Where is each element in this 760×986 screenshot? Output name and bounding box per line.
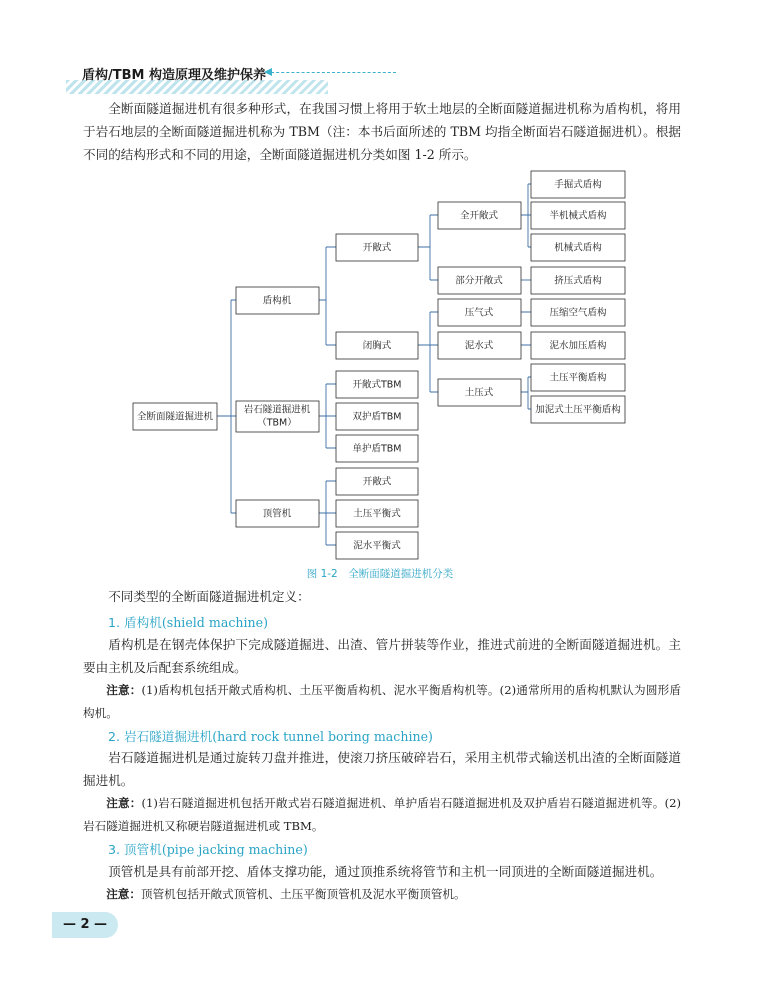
svg-text:手掘式盾构: 手掘式盾构: [554, 179, 602, 191]
note-text: (1)盾构机包括开敞式盾构机、土压平衡盾构机、泥水平衡盾构机等。(2)通常所用的盾构机默认为圆形盾构机。: [83, 683, 681, 720]
svg-text:加泥式土压平衡盾构: 加泥式土压平衡盾构: [535, 404, 621, 416]
node-shield: [236, 287, 319, 314]
svg-text:半机械式盾构: 半机械式盾构: [549, 210, 607, 222]
section-body-shield: 盾构机是在钢壳体保护下完成隧道掘进、出渣、管片拼装等作业，推进式前进的全断面隧道掘进机。主要由主机及后配套系统组成。: [83, 637, 681, 675]
page-number: — 2 —: [52, 912, 118, 938]
node-tbm: [236, 401, 319, 432]
svg-text:部分开敞式: 部分开敞式: [455, 275, 503, 287]
node-pipe-epb: [336, 500, 418, 527]
node-tbm-open: [336, 371, 418, 398]
note-text: 顶管机包括开敞式顶管机、土压平衡顶管机及泥水平衡顶管机。: [140, 887, 466, 901]
note-text: (1)岩石隧道掘进机包括开敞式岩石隧道掘进机、单护盾岩石隧道掘进机及双护盾岩石隧道掘进机等。(2)岩石隧道掘进机又称硬岩隧道掘进机或 TBM。: [83, 796, 681, 833]
svg-text:土压式: 土压式: [464, 387, 494, 399]
section-heading-en: (pipe jacking machine): [161, 842, 308, 857]
node-earth-pressure: [438, 379, 521, 406]
node-epb-shield: [531, 364, 625, 391]
section-note-shield: [83, 679, 681, 725]
node-full-open: [438, 202, 521, 229]
section-heading-en: (hard rock tunnel boring machine): [212, 729, 433, 744]
svg-text:开敞式TBM: 开敞式TBM: [352, 379, 402, 391]
section-heading-cn: 3. 顶管机: [108, 842, 162, 857]
svg-text:挤压式盾构: 挤压式盾构: [554, 275, 602, 287]
section-heading-cn: 2. 岩石隧道掘进机: [108, 729, 213, 744]
section-note-tbm: [83, 792, 681, 838]
definitions-intro: 不同类型的全断面隧道掘进机定义：: [108, 589, 310, 604]
node-slurry-pressure-shield: [531, 332, 625, 359]
svg-text:开敞式: 开敞式: [362, 242, 392, 254]
svg-text:压气式: 压气式: [464, 307, 494, 319]
svg-text:盾构机: 盾构机: [262, 295, 292, 307]
node-open: [336, 234, 418, 261]
svg-text:闭胸式: 闭胸式: [362, 340, 392, 352]
svg-text:机械式盾构: 机械式盾构: [554, 242, 602, 254]
svg-text:压缩空气盾构: 压缩空气盾构: [549, 307, 607, 319]
svg-text:岩石隧道掘进机: 岩石隧道掘进机: [243, 404, 311, 416]
figure-caption: 图 1-2 全断面隧道掘进机分类: [306, 568, 454, 580]
svg-text:泥水加压盾构: 泥水加压盾构: [549, 340, 607, 352]
svg-text:顶管机: 顶管机: [262, 508, 292, 520]
node-closed: [336, 332, 418, 359]
node-pipe-open: [336, 468, 418, 495]
svg-text:开敞式: 开敞式: [362, 476, 392, 488]
node-slurry: [438, 332, 521, 359]
svg-text:全开敞式: 全开敞式: [459, 210, 499, 222]
section-heading-en: (shield machine): [161, 615, 268, 630]
svg-text:泥水式: 泥水式: [464, 340, 494, 352]
section-body-pipe-jacking: 顶管机是具有前部开挖、盾体支撑功能，通过顶推系统将管节和主机一同顶进的全断面隧道掘进机。: [108, 864, 663, 879]
node-pipe-slurry: [336, 532, 418, 559]
intro-paragraph: 全断面隧道掘进机有很多种形式，在我国习惯上将用于软土地层的全断面隧道掘进机称为盾构机，将用于岩石地层的全断面隧道掘进机称为 TBM（注：本书后面所述的 TBM 均指全断面岩石隧道掘进机）。根据不同的结构形式和不同的用途，全断面隧道掘进机分类如图 1-2 所示。: [83, 101, 681, 162]
svg-text:（TBM）: （TBM）: [257, 417, 297, 429]
running-header-title: 盾构/TBM 构造原理及维护保养: [82, 68, 266, 83]
svg-text:泥水平衡式: 泥水平衡式: [353, 540, 401, 552]
node-tbm-single-shield: [336, 435, 418, 462]
note-label: 注意：: [106, 887, 141, 901]
section-heading-pipe-jacking: [108, 839, 308, 858]
node-semi-mechanical-shield: [531, 202, 625, 229]
node-partial-open: [438, 267, 521, 294]
node-mud-epb-shield: [531, 396, 625, 423]
node-pipe-jacking: [236, 500, 319, 527]
svg-text:土压平衡式: 土压平衡式: [353, 508, 401, 520]
section-body-tbm: 岩石隧道掘进机是通过旋转刀盘并推进，使滚刀挤压破碎岩石，采用主机带式输送机出渣的全断面隧道掘进机。: [83, 750, 681, 788]
svg-text:双护盾TBM: 双护盾TBM: [352, 411, 402, 423]
section-heading-tbm: [108, 726, 433, 745]
section-note-pipe-jacking: [83, 883, 681, 906]
section-heading-cn: 1. 盾构机: [108, 615, 162, 630]
svg-text:单护盾TBM: 单护盾TBM: [352, 443, 402, 455]
node-manual-shield: [531, 171, 625, 198]
svg-text:全断面隧道掘进机: 全断面隧道掘进机: [136, 411, 214, 423]
node-compressed-air-shield: [531, 299, 625, 326]
node-root: [133, 403, 217, 430]
svg-text:土压平衡盾构: 土压平衡盾构: [549, 372, 607, 384]
note-label: 注意：: [106, 683, 142, 697]
node-tbm-double-shield: [336, 403, 418, 430]
section-heading-shield: [108, 612, 268, 631]
node-mechanical-shield: [531, 234, 625, 261]
node-extrusion-shield: [531, 267, 625, 294]
node-pressure: [438, 299, 521, 326]
note-label: 注意：: [106, 796, 142, 810]
